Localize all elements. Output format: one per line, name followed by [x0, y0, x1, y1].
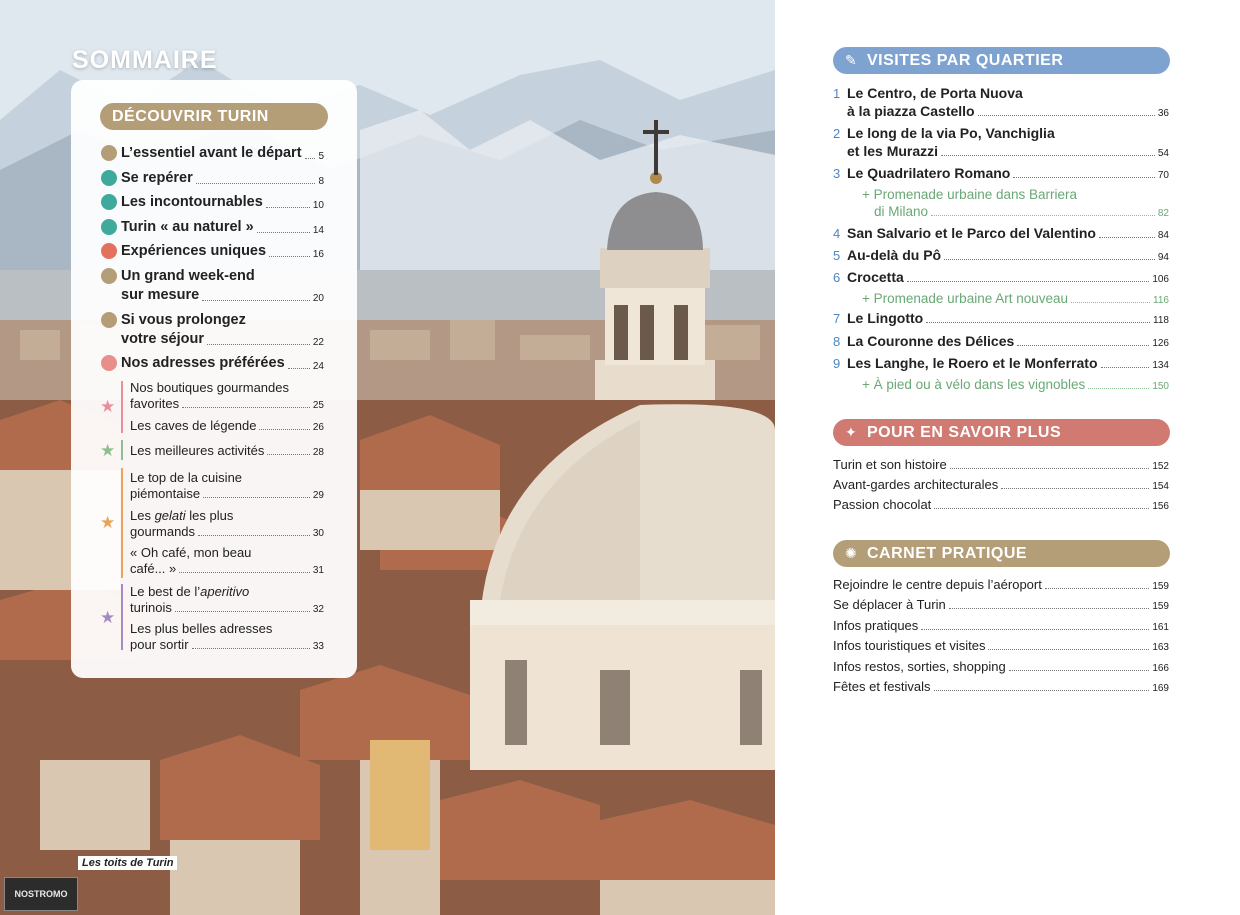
bullet-icon — [101, 268, 117, 284]
bullet-icon — [101, 170, 117, 186]
toc-sub-label: + À pied ou à vélo dans les vignobles — [862, 377, 1086, 392]
toc-entry-label: Rejoindre le centre depuis l’aéroport — [833, 577, 1042, 592]
leader-dots — [1101, 367, 1150, 368]
toc-page-number: 154 — [1152, 481, 1169, 492]
toc-entry-label: Turin et son histoire — [833, 457, 947, 472]
toc-entry[interactable] — [833, 659, 1169, 675]
toc-entry-label: Avant-gardes architecturales — [833, 477, 999, 492]
toc-page-number: 16 — [312, 249, 324, 260]
toc-page-number: 22 — [312, 337, 324, 348]
toc-page-number: 32 — [312, 604, 324, 615]
toc-sub-entry[interactable] — [130, 637, 324, 653]
toc-page-number: 169 — [1152, 683, 1169, 694]
section-header-savoir: ✦ POUR EN SAVOIR PLUS — [833, 419, 1170, 446]
group-bar — [121, 584, 123, 650]
toc-sub-label: Les caves de légende — [130, 418, 257, 433]
toc-entry[interactable] — [833, 618, 1169, 634]
toc-page-number: 29 — [312, 490, 324, 501]
toc-entry-label: Turin « au naturel » — [121, 219, 254, 235]
leader-dots — [288, 368, 310, 369]
toc-page-number: 159 — [1152, 601, 1169, 612]
toc-sub-entry[interactable] — [130, 418, 324, 434]
leader-dots — [921, 629, 1149, 630]
toc-sub-label: Les plus belles adresses — [130, 621, 273, 636]
toc-entry-label: Infos pratiques — [833, 618, 919, 633]
toc-entry-label: Au-delà du Pô — [847, 247, 942, 263]
toc-page-number: 30 — [312, 528, 324, 539]
bullet-icon — [101, 219, 117, 235]
toc-entry-label: Infos touristiques et visites — [833, 638, 986, 653]
item-number: 8 — [833, 334, 841, 349]
star-icon: ★ — [100, 608, 116, 627]
toc-entry-label: Passion chocolat — [833, 497, 932, 512]
leader-dots — [266, 207, 310, 208]
gear-icon: ✺ — [845, 545, 858, 561]
leader-dots — [198, 535, 310, 536]
leader-dots — [1017, 345, 1149, 346]
toc-entry-label: Le Centro, de Porta Nuova — [847, 85, 1023, 101]
toc-page-number: 54 — [1157, 148, 1169, 159]
item-number: 5 — [833, 248, 841, 263]
toc-page-number: 26 — [312, 422, 324, 433]
toc-entry[interactable] — [847, 309, 1169, 327]
leader-dots — [934, 690, 1150, 691]
leader-dots — [1045, 588, 1149, 589]
leader-dots — [944, 259, 1155, 260]
item-number: 7 — [833, 311, 841, 326]
toc-entry[interactable] — [833, 497, 1169, 513]
toc-entry[interactable] — [847, 102, 1169, 120]
toc-sub-entry[interactable] — [130, 600, 324, 616]
toc-entry-label: Expériences uniques — [121, 243, 267, 259]
toc-entry-label: Un grand week-end — [121, 268, 255, 284]
toc-entry[interactable] — [833, 477, 1169, 493]
toc-page-number: 166 — [1152, 663, 1169, 674]
toc-sub-label: Les meilleures activités — [130, 443, 265, 458]
toc-sub-entry[interactable] — [874, 203, 1169, 220]
toc-entry-label: Si vous prolongez — [121, 312, 246, 328]
toc-sub-label: piémontaise — [130, 486, 201, 501]
toc-page-number: 159 — [1152, 581, 1169, 592]
toc-sub-label: pour sortir — [130, 637, 189, 652]
toc-page-number: 31 — [312, 565, 324, 576]
toc-entry-label: Infos restos, sorties, shopping — [833, 659, 1006, 674]
group-bar — [121, 468, 123, 578]
leader-dots — [257, 232, 310, 233]
section-header-carnet: ✺ CARNET PRATIQUE — [833, 540, 1170, 567]
leader-dots — [931, 215, 1155, 216]
toc-entry-label: San Salvario et le Parco del Valentino — [847, 225, 1096, 241]
leader-dots — [196, 183, 316, 184]
item-number: 2 — [833, 126, 841, 141]
star-icon: ★ — [100, 441, 116, 460]
item-number: 6 — [833, 270, 841, 285]
toc-entry[interactable] — [833, 597, 1169, 613]
toc-sub-label: gourmands — [130, 524, 196, 539]
toc-sub-entry[interactable] — [130, 443, 324, 459]
toc-entry-label: Se repérer — [121, 170, 193, 186]
toc-sub-entry[interactable] — [862, 376, 1169, 393]
toc-entry[interactable] — [121, 286, 324, 305]
toc-entry[interactable] — [121, 242, 324, 261]
toc-page-number: 36 — [1157, 108, 1169, 119]
toc-entry[interactable] — [121, 169, 324, 188]
leader-dots — [1009, 670, 1150, 671]
toc-entry-label: L’essentiel avant le départ — [121, 145, 302, 161]
toc-page-number: 134 — [1152, 360, 1169, 371]
toc-page-number: 161 — [1152, 622, 1169, 633]
toc-sub-label: + Promenade urbaine dans Barriera — [862, 187, 1078, 202]
page-title: SOMMAIRE — [72, 46, 218, 74]
toc-page-number: 14 — [312, 225, 324, 236]
toc-entry[interactable] — [847, 164, 1169, 182]
leader-dots — [934, 508, 1149, 509]
sparkle-icon: ✦ — [845, 424, 858, 440]
photo-caption: Les toits de Turin — [78, 856, 177, 870]
publisher-logo: NOSTROMO — [4, 877, 78, 911]
toc-page-number: 10 — [312, 200, 324, 211]
leader-dots — [949, 608, 1150, 609]
toc-sub-label: « Oh café, mon beau — [130, 545, 252, 560]
toc-entry-label: Les incontournables — [121, 194, 263, 210]
toc-page-number: 33 — [312, 641, 324, 652]
toc-page-number: 116 — [1153, 295, 1169, 306]
leader-dots — [988, 649, 1149, 650]
toc-sub-label: café... » — [130, 561, 177, 576]
toc-page-number: 106 — [1152, 274, 1169, 285]
toc-entry[interactable] — [847, 354, 1169, 372]
toc-sub-label: Les gelati les plus — [130, 508, 234, 523]
leader-dots — [907, 281, 1150, 282]
leader-dots — [1088, 388, 1149, 389]
toc-page-number: 82 — [1157, 208, 1169, 219]
toc-entry-label: La Couronne des Délices — [847, 333, 1015, 349]
toc-entry-label: Le Quadrilatero Romano — [847, 165, 1011, 181]
leader-dots — [926, 322, 1150, 323]
toc-sub-entry[interactable] — [130, 486, 324, 502]
toc-page-number: 20 — [312, 293, 324, 304]
toc-entry[interactable] — [121, 193, 324, 212]
toc-page-number: 126 — [1152, 338, 1169, 349]
star-icon: ★ — [100, 513, 116, 532]
toc-page-number: 84 — [1157, 230, 1169, 241]
toc-sub-label: Le best de l’aperitivo — [130, 584, 250, 599]
toc-entry[interactable] — [833, 638, 1169, 654]
toc-sub-entry[interactable] — [130, 524, 324, 540]
toc-entry[interactable] — [121, 330, 324, 349]
bullet-icon — [101, 194, 117, 210]
toc-page-number: 156 — [1152, 501, 1169, 512]
bullet-icon — [101, 243, 117, 259]
leader-dots — [305, 158, 316, 159]
item-number: 1 — [833, 86, 841, 101]
leader-dots — [202, 300, 310, 301]
toc-sub-label: di Milano — [874, 204, 929, 219]
leader-dots — [259, 429, 309, 430]
toc-sub-label: Nos boutiques gourmandes — [130, 380, 289, 395]
toc-page-number: 163 — [1152, 642, 1169, 653]
leader-dots — [1001, 488, 1149, 489]
leader-dots — [203, 497, 310, 498]
star-icon: ★ — [100, 397, 116, 416]
item-number: 9 — [833, 356, 841, 371]
item-number: 3 — [833, 166, 841, 181]
toc-entry[interactable] — [847, 142, 1169, 160]
group-bar — [121, 381, 123, 433]
bullet-icon — [101, 355, 117, 371]
toc-page-number: 28 — [312, 447, 324, 458]
toc-entry-label: sur mesure — [121, 287, 200, 303]
group-bar — [121, 440, 123, 460]
leader-dots — [207, 344, 310, 345]
toc-entry-label: votre séjour — [121, 331, 204, 347]
toc-sub-entry[interactable] — [130, 561, 324, 577]
leader-dots — [175, 611, 310, 612]
toc-entry[interactable] — [121, 144, 324, 163]
section-header-discover: DÉCOUVRIR TURIN — [100, 103, 328, 130]
leader-dots — [950, 468, 1150, 469]
leader-dots — [179, 572, 310, 573]
toc-page-number: 24 — [312, 361, 324, 372]
leader-dots — [941, 155, 1155, 156]
toc-page-number: 152 — [1152, 461, 1169, 472]
toc-entry-label: Les Langhe, le Roero et le Monferrato — [847, 355, 1098, 371]
toc-entry[interactable] — [847, 332, 1169, 350]
toc-sub-entry[interactable] — [130, 396, 324, 412]
section-header-visites: ✎ VISITES PAR QUARTIER — [833, 47, 1170, 74]
leader-dots — [1099, 237, 1155, 238]
toc-entry-label: Nos adresses préférées — [121, 355, 285, 371]
toc-entry-label: Crocetta — [847, 269, 904, 285]
toc-entry-label: Se déplacer à Turin — [833, 597, 946, 612]
leader-dots — [978, 115, 1155, 116]
toc-sub-label: turinois — [130, 600, 172, 615]
toc-entry[interactable] — [833, 457, 1169, 473]
toc-entry-label: à la piazza Castello — [847, 103, 975, 119]
toc-entry[interactable] — [833, 577, 1169, 593]
toc-entry[interactable] — [847, 224, 1169, 242]
toc-entry[interactable] — [121, 218, 324, 237]
leader-dots — [1071, 302, 1150, 303]
toc-sub-entry[interactable] — [862, 290, 1169, 307]
toc-page-number: 8 — [318, 176, 324, 187]
toc-page-number: 70 — [1157, 170, 1169, 181]
toc-entry[interactable] — [833, 679, 1169, 695]
leader-dots — [182, 407, 310, 408]
toc-page-number: 150 — [1152, 381, 1169, 392]
toc-sub-label: + Promenade urbaine Art nouveau — [862, 291, 1069, 306]
toc-page-number: 5 — [318, 151, 324, 162]
toc-entry-label: Le Lingotto — [847, 310, 924, 326]
toc-entry[interactable] — [121, 354, 324, 373]
leader-dots — [1013, 177, 1155, 178]
toc-entry[interactable] — [847, 268, 1169, 286]
toc-page-number: 25 — [312, 400, 324, 411]
leader-dots — [269, 256, 310, 257]
toc-entry[interactable] — [847, 246, 1169, 264]
toc-entry-label: Le long de la via Po, Vanchiglia — [847, 125, 1055, 141]
bullet-icon — [101, 312, 117, 328]
leader-dots — [192, 648, 310, 649]
toc-sub-label: Le top de la cuisine — [130, 470, 243, 485]
toc-entry-label: et les Murazzi — [847, 143, 939, 159]
toc-sub-label: favorites — [130, 396, 180, 411]
leader-dots — [267, 454, 309, 455]
bullet-icon — [101, 145, 117, 161]
walking-person-icon: ✎ — [845, 52, 858, 68]
toc-page-number: 118 — [1153, 315, 1169, 326]
toc-entry-label: Fêtes et festivals — [833, 679, 931, 694]
toc-page-number: 94 — [1157, 252, 1169, 263]
item-number: 4 — [833, 226, 841, 241]
